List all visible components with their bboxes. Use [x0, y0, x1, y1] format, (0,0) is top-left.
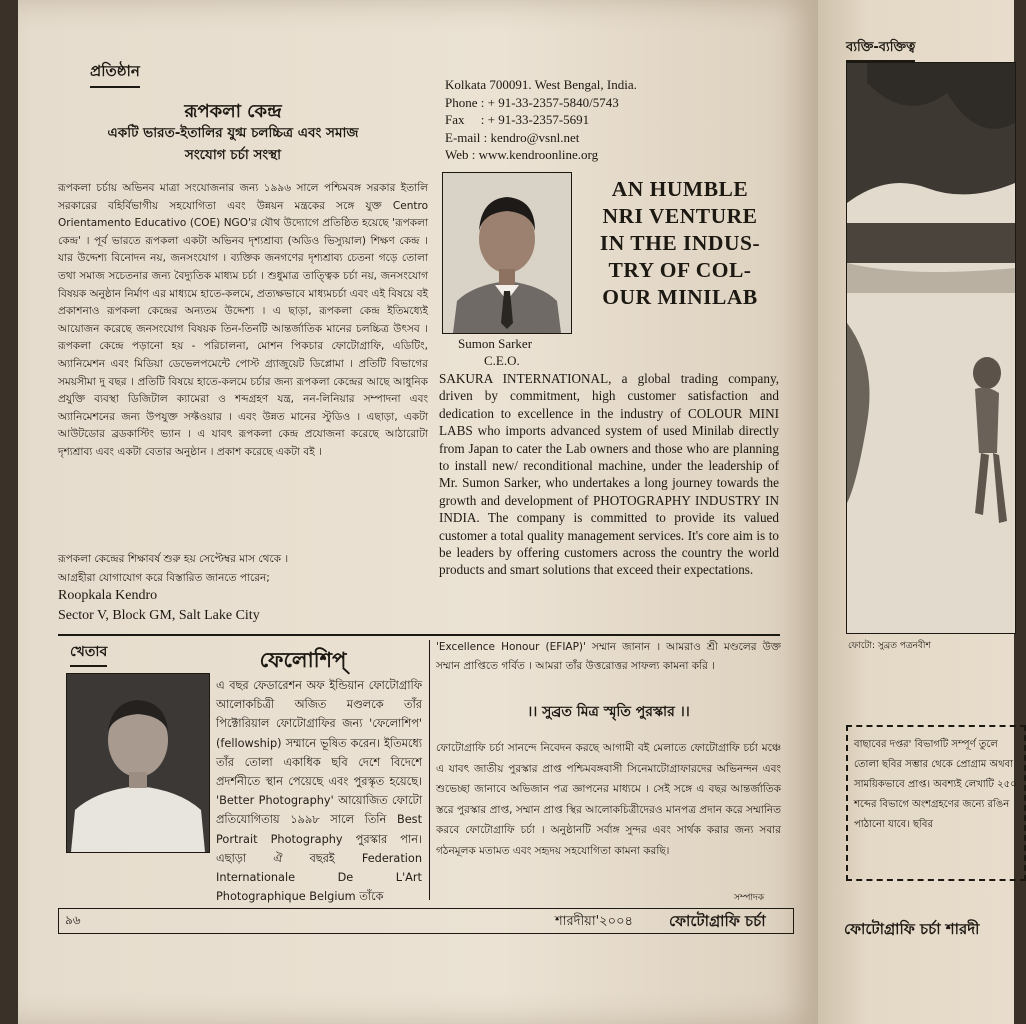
section-tag: প্রতিষ্ঠান [90, 60, 140, 88]
ceo-title: C.E.O. [484, 353, 520, 368]
rk-body-text: রূপকলা চর্চায় অভিনব মাত্রা সংযোজনার জন্য ১৯৯৬ সালে পশ্চিমবঙ্গ সরকার ইতালি সরকারের বহির্বিভাগীয় সহযোগিতা এবং উন্নয়ন মন্ত্রকের সঙ্গে যুক্ত Centro Orientamento Educativo (COE) NGO'র যৌথ উদ্যোগে প্রতিষ্ঠিত হয়েছে 'রূপকলা কেন্দ্র' । পূর্ব ভারতে রূপকলা একটা অভিনব দৃশ্যশ্রাব্য (অডিও ভিস্যুয়াল) শিক্ষণ কেন্দ্র । যার উদ্দেশ্য বিনোদন নয়, জনসংযোগ । ব্যক্তিক জনগণের দৃশ্যশ্রাব্য চেতনা গড়ে তোলা তথা সমাজ সচেতনার জন্য বৈদ্যুতিক মাধ্যম চর্চা । শুধুমাত্র তাত্ত্বিক চর্চা নয়, জনসংযোগ বিষয়ক অনুষ্ঠান নির্মাণ এর মাধ্যমে হাতে-কলমে, প্রত্যক্ষভাবে মাধ্যমচর্চা এবং এই বিষয়ে বই প্রকাশনাও রূপকলা কেন্দ্রের অন্যতম উদ্দেশ্য । এ ছাড়া, রূপকলা কেন্দ্র ইতিমধ্যেই আয়োজন করেছে জনসংযোগ বিষয়ক তিন-তিনটি আন্তর্জাতিক মানের চলচ্চিত্র উৎসব । রূপকলা কেন্দ্রে পড়ানো হয় - পরিচালনা, মোশন পিকচার ফোটোগ্রাফি, এডিটিং, অ্যানিমেশন এবং মিডিয়া ডেভেলপমেন্টে পোস্ট গ্র্যাজুয়েট ডিপ্লোমা । প্রতিটি বিভাগের সময়সীমা দু বছর । প্রতিটি বিষয়ে হাতে-কলমে চর্চার জন্য রূপকলা কেন্দ্রের আছে আধুনিক প্রযুক্তি ব্যবস্থা ডিজিটাল ক্যামেরা ও শব্দগ্রহণ যন্ত্র, নন-লিনিয়ার সম্পাদনা এবং অ্যানিমেশনের জন্য উপযুক্ত সফ্টওয়ার । এবং উন্নত মানের স্টুডিও । এছাড়া, একটা আউটডোর ব্রডকাস্টিং ভ্যান । এ যাবৎ রূপকলা কেন্দ্র প্রযোজনা করেছে আঠারোটা দৃশ্যশ্রাব্য এবং একটা বেতার অনুষ্ঠান । প্রকাশ করেছে একটা বই । [58, 182, 428, 458]
headline-line: OUR MINILAB [602, 285, 758, 309]
footer-issue: শারদীয়া'২০০৪ [555, 914, 633, 929]
headline-line: TRY OF COL- [608, 258, 752, 282]
page-number: ৯৬ [65, 913, 81, 927]
headline-line: IN THE INDUS- [599, 231, 761, 255]
ceo-name: Sumon Sarker [458, 336, 533, 351]
ceo-portrait-icon [443, 173, 571, 333]
award-heading: ।। সুব্রত মিত্র স্মৃতি পুরস্কার ।। [527, 704, 690, 720]
award-body: ফোটোগ্রাফি চর্চা সানন্দে নিবেদন করছে আগামী বই মেলাতে ফোটোগ্রাফি চর্চা মঞ্চে এ যাবৎ জাতীয় পুরস্কার প্রাপ্ত পশ্চিমবঙ্গবাসী সিনেমাটোগ্রাফারদের অভিনন্দন এবং শুভেচ্ছা জানাবে অভিজান পত্র জ্ঞাপনের মাধ্যমে । সেই সঙ্গে এ বছর আন্তর্জাতিক স্তরে পুরস্কার প্রাপ্ত, সম্মান প্রাপ্ত স্থির আলোকচিত্রীদেরও মানপত্র প্রদান করে সম্মানিত করবে ফোটোগ্রাফি চর্চা । অনুষ্ঠানটি সর্বাঙ্গ সুন্দর এবং সার্থক করার জন্য সবার গঠনমূলক মতামত এবং সহৃদয় সহযোগিতা কামনা করছি। [436, 742, 781, 857]
rk-note-1: রূপকলা কেন্দ্রের শিক্ষাবর্ষ শুরু হয় সেপ্টেম্বর মাস থেকে । [58, 553, 289, 565]
sakura-body-text: SAKURA INTERNATIONAL, a global trading company, driven by commitment, high customer satisfaction and dedication to excellence in the industry of COLOUR MINI LABS who imports advanced system of used Minilab directly from Japan to cater the Lab owners and those who are planning to install new/ reconditional machine, under the leadership of Mr. Sumon Sarker, who undertakes a long journey towards the growth and development of PHOTOGRAPHY INDUSTRY IN INDIA. The company is committed to provide its valued customer a total quality management services. It's core aim is to be leaders by offering customers across the country the world products and smart solutions that exceed their expectations. [439, 371, 779, 578]
headline-line: AN HUMBLE [611, 177, 749, 201]
contact-city: Kolkata 700091. West Bengal, India. [445, 77, 637, 92]
rk-contact-name: Roopkala Kendro [58, 588, 158, 603]
right-notice-text: বাছাবের দপ্তর' বিভাগটি সম্পূর্ণ তুলে তোলা ছবির সম্ভার থেকে প্রোগ্রাম অথবা সাময়িকভাবে প্রাপ্ত। অবশ্যই লেখাটি ২৫০ শব্দের বিভাগে অংশগ্রহণের জন্যে রঙিন পাঠানো যাবে। ছবির [854, 739, 1017, 830]
left-page [18, 0, 818, 1024]
right-photo-caption: ফোটো: সুব্রত পত্রনবীশ [848, 641, 931, 651]
award-tag: খেতাব [70, 640, 107, 667]
ceo-photo [442, 172, 572, 334]
editor-sign: সম্পাদক [734, 893, 765, 903]
contact-block [445, 76, 775, 164]
fellowship-body: এ বছর ফেডারেশন অফ ইন্ডিয়ান ফোটোগ্রাফি আলোকচিত্রী অজিত মণ্ডলকে তাঁর পিক্টোরিয়াল ফোটোগ্রাফির জন্য 'ফেলোশিপ' (fellowship) সম্মানে ভূষিত করেন। ইতিমধ্যে তাঁর তোলা একাধিক ছবি দেশে বিদেশে প্রদর্শনীতে স্থান পেয়েছে এবং পুরস্কৃত হয়েছে। 'Better Photography' আয়োজিত ফোটো প্রতিযোগিতায় ১৯৯৮ সালে তিনি Best Portrait Photography পুরস্কার পান। এছাড়া ঐ বছরই Federation Internationale De L'Art Photographique Belgium তাঁকে [216, 679, 422, 904]
page-footer [58, 908, 794, 934]
fellow-portrait-icon [67, 674, 209, 852]
rk-note-2: আগ্রহীরা যোগাযোগ করে বিস্তারিত জানতে পারেন; [58, 572, 270, 584]
right-section-tag: ব্যক্তি-ব্যক্তিত্ব [846, 38, 915, 62]
headline-line: NRI VENTURE [602, 204, 758, 228]
fellowship-title: ফেলোশিপ্ [259, 648, 347, 672]
right-notice-box [846, 725, 1026, 881]
contact-phone: Phone : + 91-33-2357-5840/5743 [445, 94, 619, 110]
headline [580, 176, 780, 311]
fellow-photo [66, 673, 210, 853]
right-page [818, 0, 1017, 1024]
rk-contact-address: Sector V, Block GM, Salt Lake City [58, 608, 260, 623]
contact-email: E-mail : kendro@vsnl.net [445, 129, 580, 145]
rk-title: রূপকলা কেন্দ্র [184, 101, 282, 122]
river-scene-photo-icon [847, 63, 1015, 633]
rk-subtitle-line1: একটি ভারত-ইতালির যুগ্ম চলচ্চিত্র এবং সমাজ [107, 125, 359, 141]
contact-web: Web : www.kendroonline.org [445, 147, 599, 162]
contact-fax: Fax : + 91-33-2357-5691 [445, 112, 590, 127]
column-divider [429, 640, 430, 900]
section-divider [58, 634, 780, 636]
footer-magazine: ফোটোগ্রাফি চর্চা [669, 912, 766, 930]
rk-subtitle-line2: সংযোগ চর্চা সংস্থা [184, 147, 282, 163]
right-photo [846, 62, 1016, 634]
right-footer-magazine: ফোটোগ্রাফি চর্চা শারদী [844, 920, 980, 938]
fellowship-continued: 'Excellence Honour (EFIAP)' সম্মান জানান । আমরাও শ্রী মণ্ডলের উক্ত সম্মান প্রাপ্তিতে গর্বিত । আমরা তাঁর উত্তরোত্তর সাফল্য কামনা করি । [436, 641, 781, 672]
